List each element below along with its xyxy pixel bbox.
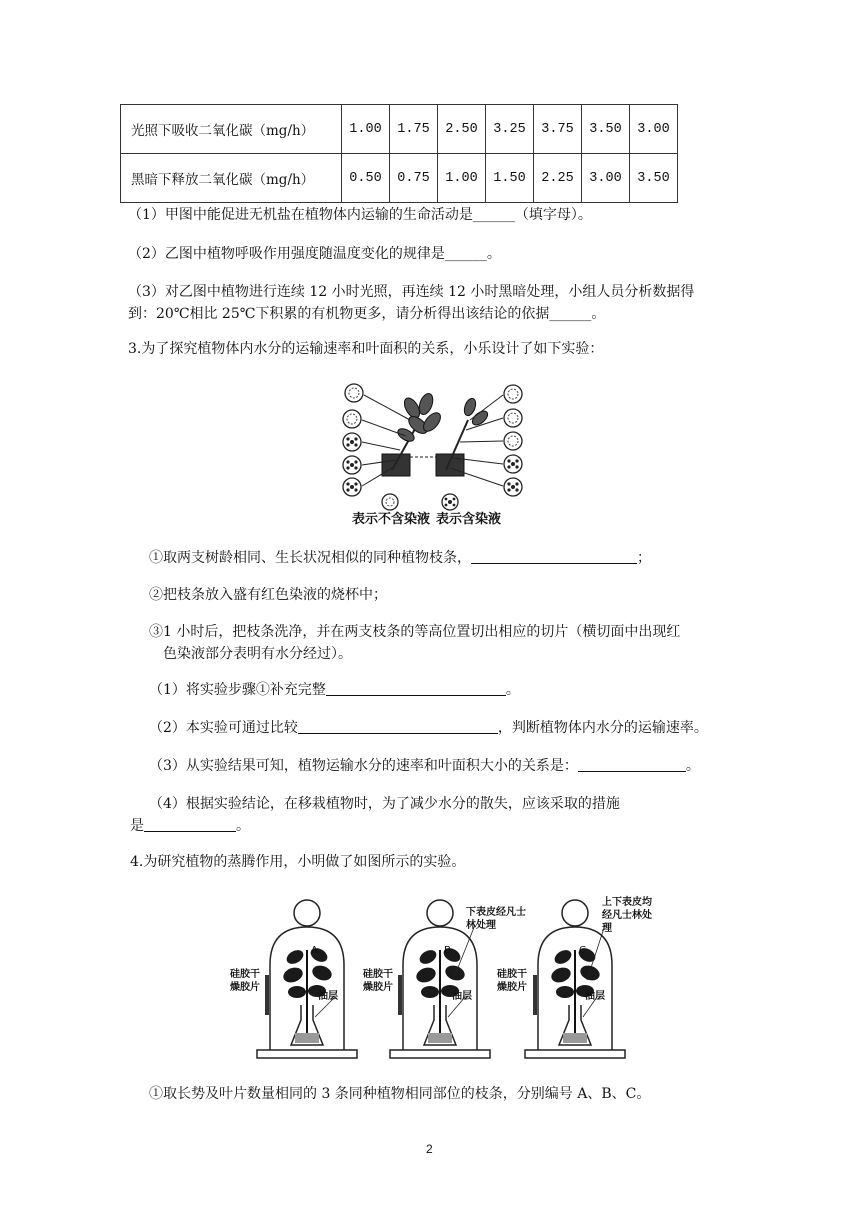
figure-caption-no-dye: 表示不含染液	[352, 512, 431, 527]
table-cell: 2.50	[438, 105, 486, 154]
q3-part-1	[149, 680, 520, 700]
oil-label-b: 油层	[452, 991, 472, 1002]
silica-label-b: 硅胶干燥胶片	[363, 969, 393, 993]
q3-part-2	[149, 718, 708, 738]
answer-blank[interactable]	[144, 817, 236, 832]
q3-step-3-line2: 色染液部分表明有水分经过）。	[163, 646, 352, 662]
answer-blank[interactable]	[471, 549, 637, 564]
table-cell: 3.00	[582, 154, 630, 203]
part-2-text: （2）本实验可通过比较	[149, 720, 298, 736]
silica-label-a: 硅胶干燥胶片	[230, 969, 260, 993]
table-cell: 2.25	[534, 154, 582, 203]
q4-step-1: ①取长势及叶片数量相同的 3 条同种植物相同部位的枝条，分别编号 A、B、C。	[149, 1086, 651, 1102]
part-4-text: 是	[130, 818, 144, 834]
answer-blank[interactable]	[326, 681, 506, 696]
silica-label-c: 硅胶干燥胶片	[497, 969, 527, 993]
jar-c-note: 上下表皮均经凡士林处理	[602, 897, 652, 934]
branch-label-c: C	[579, 945, 586, 956]
table-row	[121, 105, 678, 154]
step-1-end: ；	[637, 550, 651, 566]
q2-part-1: （1）甲图中能促进无机盐在植物体内运输的生命活动是______（填字母）。	[128, 207, 592, 223]
table-cell: 0.75	[390, 154, 438, 203]
branch-label-a: A	[311, 945, 318, 956]
table-cell: 3.00	[630, 105, 678, 154]
table-row	[121, 154, 678, 203]
q2-part-2: （2）乙图中植物呼吸作用强度随温度变化的规律是______。	[128, 246, 501, 262]
q3-part-3	[149, 756, 700, 776]
table-cell: 3.75	[534, 105, 582, 154]
part-2-end: ，判断植物体内水分的运输速率。	[497, 720, 708, 736]
q3-step-1	[149, 548, 651, 568]
table-cell: 1.00	[438, 154, 486, 203]
table-cell: 0.50	[342, 154, 390, 203]
q3-step-3-line1: ③1 小时后，把枝条洗净，并在两支枝条的等高位置切出相应的切片（横切面中出现红	[149, 624, 681, 640]
branch-label-b: B	[444, 945, 451, 956]
table-cell: 3.25	[486, 105, 534, 154]
data-table	[120, 104, 678, 203]
q2-part-3-line2: 到：20℃相比 25℃下积累的有机物更多，请分析得出该结论的依据______。	[128, 306, 606, 322]
figure-caption-with-dye: 表示含染液	[436, 512, 502, 527]
bell-jar-figure	[225, 895, 665, 1070]
table-cell: 1.50	[486, 154, 534, 203]
answer-blank[interactable]	[578, 757, 686, 772]
part-3-end: 。	[685, 758, 700, 774]
table-cell: 3.50	[630, 154, 678, 203]
oil-label-a: 油层	[318, 991, 338, 1002]
table-cell: 3.50	[582, 105, 630, 154]
part-3-text: （3）从实验结果可知，植物运输水分的速率和叶面积大小的关系是：	[149, 758, 578, 774]
step-1-text: ①取两支树龄相同、生长状况相似的同种植物枝条，	[149, 550, 471, 566]
row-label: 光照下吸收二氧化碳（mg/h）	[121, 105, 342, 154]
q4-title: 4.为研究植物的蒸腾作用，小明做了如图所示的实验。	[130, 854, 466, 870]
page-number: 2	[426, 1142, 433, 1156]
q2-part-3-line1: （3）对乙图中植物进行连续 12 小时光照，再连续 12 小时黑暗处理，小组人员分析数据得	[128, 284, 695, 300]
q3-step-2: ②把枝条放入盛有红色染液的烧杯中；	[149, 587, 387, 603]
table-cell: 1.75	[390, 105, 438, 154]
oil-label-c: 油层	[585, 991, 605, 1002]
jar-b-note: 下表皮经凡士林处理	[466, 907, 526, 931]
q3-part-4-line1: （4）根据实验结论，在移栽植物时，为了减少水分的散失，应该采取的措施	[149, 796, 620, 812]
part-1-end: 。	[505, 682, 520, 698]
answer-blank[interactable]	[298, 719, 498, 734]
part-4-end: 。	[236, 818, 250, 834]
q3-part-4-line2	[130, 816, 250, 836]
table-cell: 1.00	[342, 105, 390, 154]
dye-experiment-figure	[330, 380, 535, 525]
row-label: 黑暗下释放二氧化碳（mg/h）	[121, 154, 342, 203]
part-1-text: （1）将实验步骤①补充完整	[149, 682, 326, 698]
q3-title: 3.为了探究植物体内水分的运输速率和叶面积的关系，小乐设计了如下实验：	[128, 341, 604, 357]
